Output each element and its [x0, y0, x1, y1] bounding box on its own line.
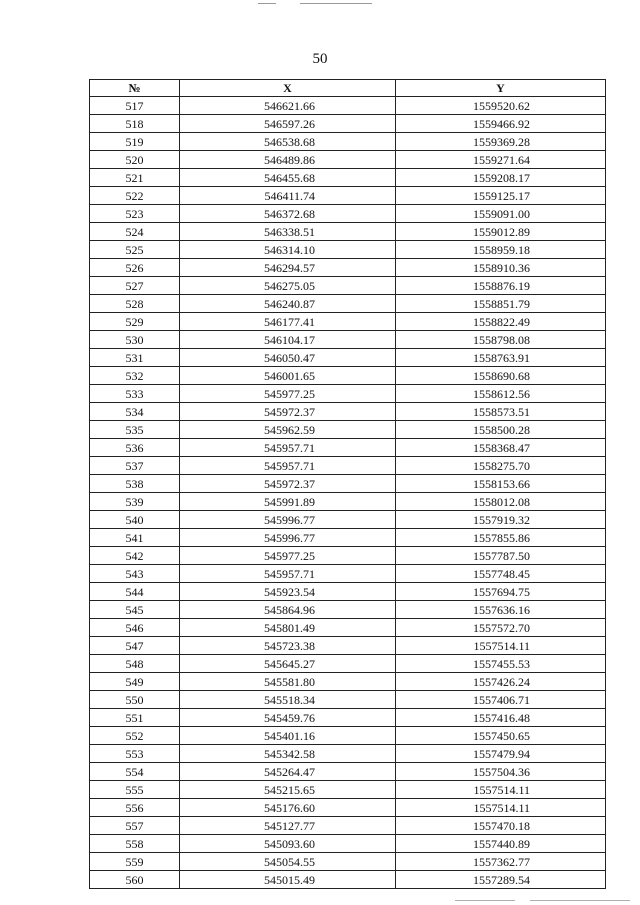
cell-x: 546597.26 — [180, 115, 396, 133]
cell-number: 524 — [90, 223, 180, 241]
cell-y: 1558275.70 — [396, 457, 606, 475]
table-row — [90, 133, 606, 151]
cell-number: 559 — [90, 853, 180, 871]
table-row — [90, 763, 606, 781]
table-row — [90, 277, 606, 295]
cell-y: 1557426.24 — [396, 673, 606, 691]
cell-number: 537 — [90, 457, 180, 475]
table-row — [90, 457, 606, 475]
cell-number: 525 — [90, 241, 180, 259]
cell-x: 545977.25 — [180, 547, 396, 565]
scan-edge-mark-bottom — [455, 900, 515, 901]
cell-number: 556 — [90, 799, 180, 817]
table-row — [90, 655, 606, 673]
cell-y: 1557636.16 — [396, 601, 606, 619]
cell-y: 1557787.50 — [396, 547, 606, 565]
cell-y: 1557416.48 — [396, 709, 606, 727]
table-row — [90, 331, 606, 349]
cell-y: 1557572.70 — [396, 619, 606, 637]
cell-x: 545801.49 — [180, 619, 396, 637]
table-row — [90, 493, 606, 511]
cell-number: 551 — [90, 709, 180, 727]
cell-x: 545864.96 — [180, 601, 396, 619]
table-row — [90, 205, 606, 223]
cell-y: 1557514.11 — [396, 637, 606, 655]
cell-number: 540 — [90, 511, 180, 529]
table-row — [90, 583, 606, 601]
cell-y: 1559271.64 — [396, 151, 606, 169]
coordinates-table — [89, 79, 606, 889]
cell-y: 1557479.94 — [396, 745, 606, 763]
cell-y: 1557450.65 — [396, 727, 606, 745]
cell-number: 542 — [90, 547, 180, 565]
column-header-number: № — [90, 80, 180, 97]
cell-x: 545054.55 — [180, 853, 396, 871]
cell-y: 1559369.28 — [396, 133, 606, 151]
cell-number: 547 — [90, 637, 180, 655]
cell-number: 519 — [90, 133, 180, 151]
cell-x: 545127.77 — [180, 817, 396, 835]
table-row — [90, 223, 606, 241]
cell-x: 546001.65 — [180, 367, 396, 385]
cell-x: 545962.59 — [180, 421, 396, 439]
table-row — [90, 673, 606, 691]
cell-x: 546455.68 — [180, 169, 396, 187]
table-row — [90, 529, 606, 547]
table-row — [90, 727, 606, 745]
cell-y: 1557514.11 — [396, 799, 606, 817]
cell-y: 1559125.17 — [396, 187, 606, 205]
cell-number: 529 — [90, 313, 180, 331]
table-row — [90, 313, 606, 331]
cell-number: 533 — [90, 385, 180, 403]
cell-y: 1558690.68 — [396, 367, 606, 385]
cell-x: 545957.71 — [180, 439, 396, 457]
cell-y: 1558012.08 — [396, 493, 606, 511]
cell-y: 1558876.19 — [396, 277, 606, 295]
cell-y: 1557470.18 — [396, 817, 606, 835]
cell-number: 541 — [90, 529, 180, 547]
cell-x: 545459.76 — [180, 709, 396, 727]
cell-number: 538 — [90, 475, 180, 493]
table-row — [90, 799, 606, 817]
cell-x: 546240.87 — [180, 295, 396, 313]
cell-y: 1557504.36 — [396, 763, 606, 781]
table-row — [90, 187, 606, 205]
cell-x: 545972.37 — [180, 403, 396, 421]
cell-number: 560 — [90, 871, 180, 889]
cell-y: 1557362.77 — [396, 853, 606, 871]
table-row — [90, 259, 606, 277]
scan-edge-mark-top — [300, 3, 372, 4]
table-row — [90, 367, 606, 385]
table-row — [90, 349, 606, 367]
cell-number: 531 — [90, 349, 180, 367]
table-row — [90, 385, 606, 403]
cell-y: 1557919.32 — [396, 511, 606, 529]
cell-number: 535 — [90, 421, 180, 439]
cell-y: 1559520.62 — [396, 97, 606, 115]
cell-y: 1557748.45 — [396, 565, 606, 583]
cell-x: 546372.68 — [180, 205, 396, 223]
table-row — [90, 691, 606, 709]
table-header-row — [90, 80, 606, 97]
cell-x: 546314.10 — [180, 241, 396, 259]
cell-number: 526 — [90, 259, 180, 277]
table-row — [90, 421, 606, 439]
cell-x: 545972.37 — [180, 475, 396, 493]
cell-x: 546621.66 — [180, 97, 396, 115]
cell-number: 521 — [90, 169, 180, 187]
cell-number: 544 — [90, 583, 180, 601]
cell-number: 554 — [90, 763, 180, 781]
table-row — [90, 835, 606, 853]
cell-y: 1557440.89 — [396, 835, 606, 853]
cell-number: 553 — [90, 745, 180, 763]
cell-number: 532 — [90, 367, 180, 385]
cell-x: 546338.51 — [180, 223, 396, 241]
cell-number: 528 — [90, 295, 180, 313]
cell-y: 1558153.66 — [396, 475, 606, 493]
table-row — [90, 295, 606, 313]
cell-y: 1558368.47 — [396, 439, 606, 457]
cell-number: 523 — [90, 205, 180, 223]
cell-number: 550 — [90, 691, 180, 709]
cell-number: 530 — [90, 331, 180, 349]
cell-x: 545645.27 — [180, 655, 396, 673]
cell-x: 545401.16 — [180, 727, 396, 745]
cell-x: 545957.71 — [180, 565, 396, 583]
cell-x: 545215.65 — [180, 781, 396, 799]
cell-y: 1558959.18 — [396, 241, 606, 259]
cell-number: 545 — [90, 601, 180, 619]
table-row — [90, 637, 606, 655]
table-row — [90, 439, 606, 457]
table-row — [90, 853, 606, 871]
table-row — [90, 781, 606, 799]
page-number: 50 — [312, 51, 328, 67]
cell-x: 546275.05 — [180, 277, 396, 295]
cell-number: 520 — [90, 151, 180, 169]
cell-x: 546294.57 — [180, 259, 396, 277]
cell-y: 1558851.79 — [396, 295, 606, 313]
cell-y: 1558822.49 — [396, 313, 606, 331]
table-row — [90, 403, 606, 421]
cell-x: 545977.25 — [180, 385, 396, 403]
cell-x: 545176.60 — [180, 799, 396, 817]
cell-x: 545518.34 — [180, 691, 396, 709]
cell-number: 552 — [90, 727, 180, 745]
table-row — [90, 817, 606, 835]
cell-number: 522 — [90, 187, 180, 205]
table-row — [90, 565, 606, 583]
cell-x: 546050.47 — [180, 349, 396, 367]
cell-y: 1557855.86 — [396, 529, 606, 547]
table-row — [90, 115, 606, 133]
cell-x: 545581.80 — [180, 673, 396, 691]
table-row — [90, 601, 606, 619]
cell-x: 546411.74 — [180, 187, 396, 205]
scan-edge-mark-bottom — [530, 900, 630, 901]
cell-y: 1559091.00 — [396, 205, 606, 223]
table-row — [90, 709, 606, 727]
cell-x: 545996.77 — [180, 529, 396, 547]
cell-x: 546489.86 — [180, 151, 396, 169]
column-header-y: Y — [396, 80, 606, 97]
cell-y: 1557406.71 — [396, 691, 606, 709]
cell-number: 555 — [90, 781, 180, 799]
table-row — [90, 169, 606, 187]
cell-number: 558 — [90, 835, 180, 853]
cell-x: 545991.89 — [180, 493, 396, 511]
cell-number: 517 — [90, 97, 180, 115]
table-row — [90, 151, 606, 169]
cell-number: 557 — [90, 817, 180, 835]
cell-x: 546177.41 — [180, 313, 396, 331]
cell-x: 546104.17 — [180, 331, 396, 349]
cell-y: 1558910.36 — [396, 259, 606, 277]
cell-x: 545264.47 — [180, 763, 396, 781]
cell-x: 545957.71 — [180, 457, 396, 475]
cell-y: 1559012.89 — [396, 223, 606, 241]
cell-y: 1559466.92 — [396, 115, 606, 133]
table-row — [90, 511, 606, 529]
cell-y: 1558612.56 — [396, 385, 606, 403]
cell-y: 1559208.17 — [396, 169, 606, 187]
column-header-x: X — [180, 80, 396, 97]
table-row — [90, 97, 606, 115]
cell-number: 546 — [90, 619, 180, 637]
cell-y: 1557289.54 — [396, 871, 606, 889]
cell-x: 545015.49 — [180, 871, 396, 889]
table-row — [90, 547, 606, 565]
cell-x: 546538.68 — [180, 133, 396, 151]
cell-x: 545996.77 — [180, 511, 396, 529]
cell-y: 1558573.51 — [396, 403, 606, 421]
cell-x: 545923.54 — [180, 583, 396, 601]
table-row — [90, 745, 606, 763]
cell-y: 1557694.75 — [396, 583, 606, 601]
cell-number: 539 — [90, 493, 180, 511]
cell-y: 1557514.11 — [396, 781, 606, 799]
cell-y: 1557455.53 — [396, 655, 606, 673]
cell-x: 545723.38 — [180, 637, 396, 655]
table-row — [90, 871, 606, 889]
cell-number: 548 — [90, 655, 180, 673]
cell-number: 527 — [90, 277, 180, 295]
cell-number: 543 — [90, 565, 180, 583]
table-row — [90, 619, 606, 637]
cell-y: 1558763.91 — [396, 349, 606, 367]
table-row — [90, 241, 606, 259]
scan-edge-mark-top — [258, 3, 276, 4]
table-body — [90, 97, 606, 889]
cell-y: 1558798.08 — [396, 331, 606, 349]
cell-y: 1558500.28 — [396, 421, 606, 439]
cell-x: 545093.60 — [180, 835, 396, 853]
cell-number: 536 — [90, 439, 180, 457]
cell-number: 518 — [90, 115, 180, 133]
cell-number: 534 — [90, 403, 180, 421]
cell-number: 549 — [90, 673, 180, 691]
cell-x: 545342.58 — [180, 745, 396, 763]
table-row — [90, 475, 606, 493]
